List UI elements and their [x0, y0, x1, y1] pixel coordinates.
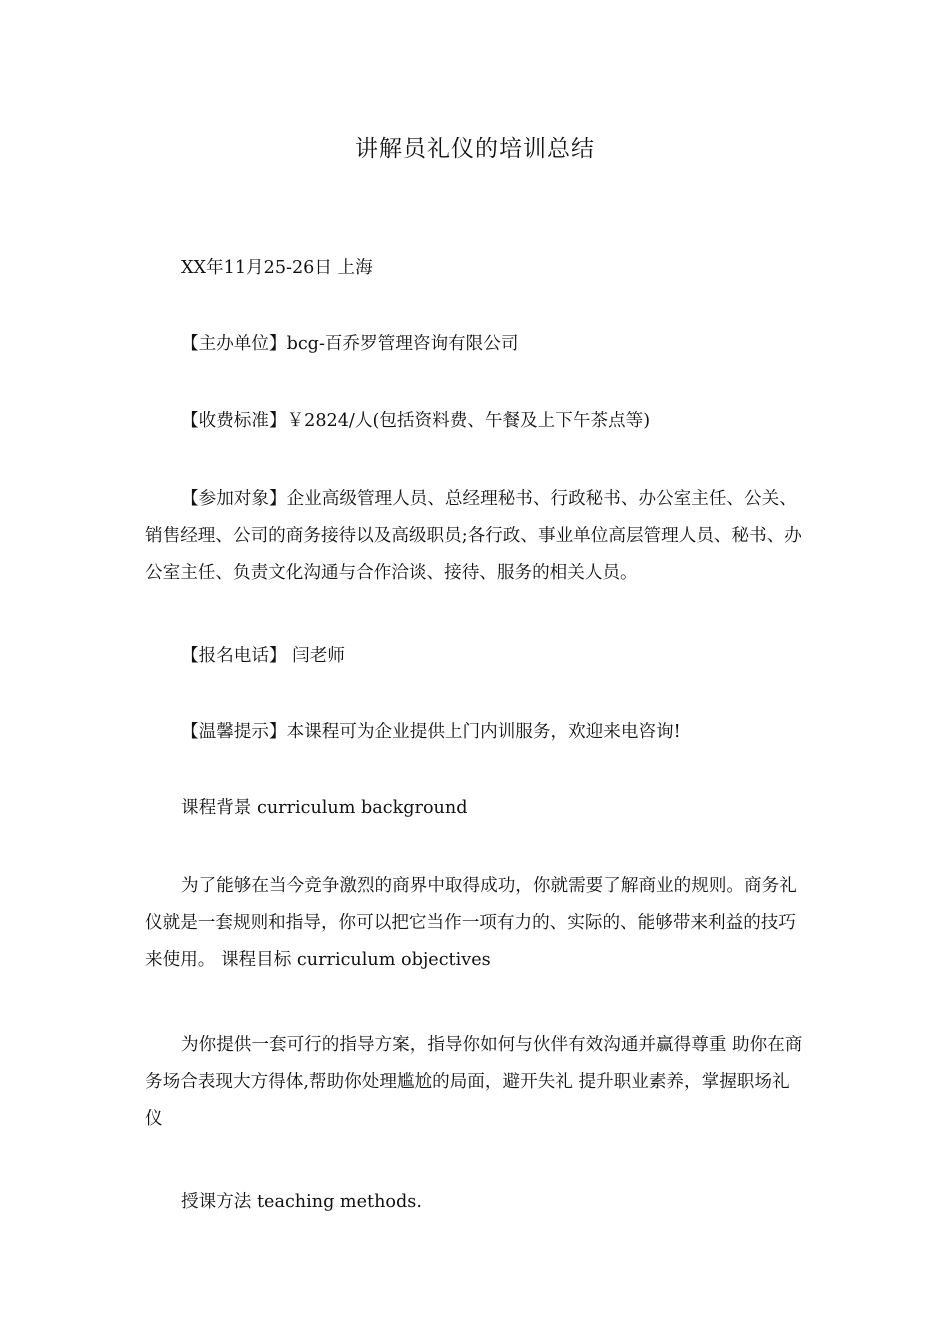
methods-heading: 授课方法 teaching methods.: [181, 1192, 422, 1212]
fee-paragraph: 【收费标准】￥2824/人(包括资料费、午餐及上下午茶点等): [181, 411, 651, 431]
objectives-paragraph: 为你提供一套可行的指导方案，指导你如何与伙伴有效沟通并赢得尊重 助你在商务场合表现大方得体,帮助你处理尴尬的局面，避开失礼 提升职业素养，掌握职场礼仪: [145, 1035, 803, 1129]
organizer-paragraph: 【主办单位】bcg-百乔罗管理咨询有限公司: [181, 334, 519, 354]
audience-paragraph: 【参加对象】企业高级管理人员、总经理秘书、行政秘书、办公室主任、公关、销售经理、公司的商务接待以及高级职员;各行政、事业单位高层管理人员、秘书、办公室主任、负责文化沟通与合作洽谈、接待、服务的相关人员。: [145, 489, 802, 583]
tip-paragraph: 【温馨提示】本课程可为企业提供上门内训服务，欢迎来电咨询!: [181, 722, 681, 742]
document-title: 讲解员礼仪的培训总结: [355, 136, 595, 162]
background-heading: 课程背景 curriculum background: [181, 798, 468, 818]
date-location-paragraph: XX年11月25-26日 上海: [181, 258, 373, 278]
background-paragraph: 为了能够在当今竞争激烈的商界中取得成功，你就需要了解商业的规则。商务礼仪就是一套规则和指导，你可以把它当作一项有力的、实际的、能够带来利益的技巧来使用。 课程目标 curriculum objectives: [145, 876, 797, 970]
phone-paragraph: 【报名电话】 闫老师: [181, 646, 345, 666]
